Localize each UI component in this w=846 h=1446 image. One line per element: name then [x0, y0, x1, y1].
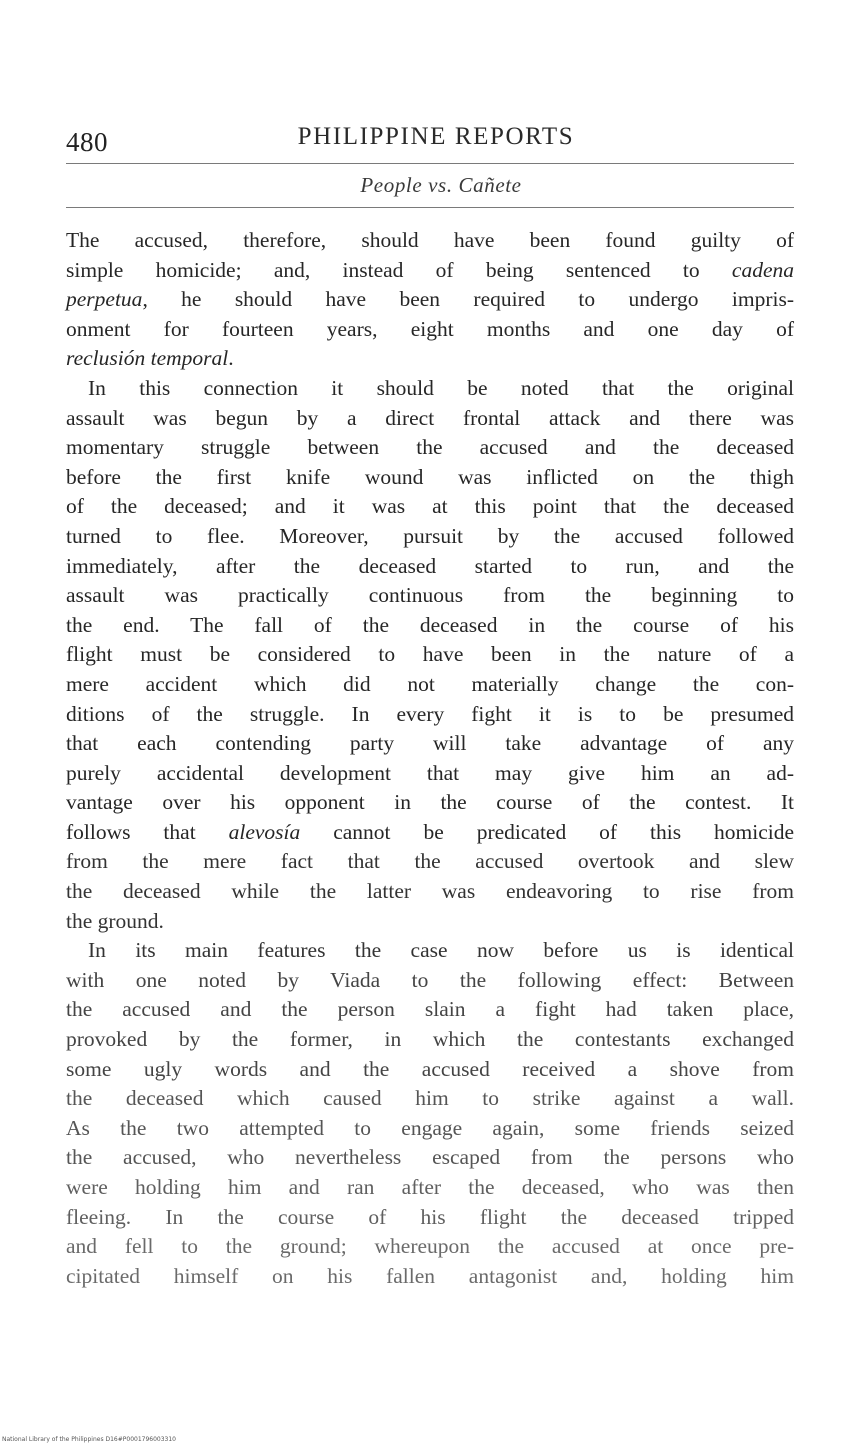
text-run: cannot be predicated of this homicide — [300, 819, 795, 844]
text-line — [66, 226, 794, 256]
text-line — [66, 995, 794, 1025]
text-run: immediately, after the deceased started to run, and the — [66, 553, 794, 578]
text-run: before the first knife wound was inflicted on the thigh — [66, 464, 794, 489]
header-rule-bottom — [66, 207, 794, 208]
text-run: were holding him and ran after the deceased, who was then — [66, 1175, 794, 1199]
text-run: ditions of the struggle. In every fight it is to be presumed — [66, 701, 794, 726]
text-line — [66, 492, 794, 522]
text-run: purely accidental development that may give him an ad- — [66, 760, 794, 785]
text-line — [66, 463, 794, 493]
text-run: the deceased which caused him to strike against a wall. — [66, 1086, 794, 1111]
text-line — [66, 759, 794, 789]
text-line — [66, 907, 794, 937]
body-text — [66, 226, 794, 1291]
text-run: the end. The fall of the deceased in the course of his — [66, 612, 794, 637]
running-title: PHILIPPINE REPORTS — [297, 123, 575, 150]
text-run: the accused, who nevertheless escaped from the persons who — [66, 1145, 794, 1170]
text-run: mere accident which did not materially change the con- — [66, 671, 794, 696]
text-line — [66, 729, 794, 759]
text-line — [66, 818, 794, 848]
header-rule-top — [66, 163, 794, 164]
text-run: In its main features the case now before us is identical — [88, 938, 794, 963]
text-line — [66, 1173, 794, 1203]
text-line — [66, 936, 794, 966]
text-line — [66, 670, 794, 700]
italic-text: alevosía — [228, 819, 301, 844]
text-line — [66, 404, 794, 434]
text-run: follows that — [66, 819, 229, 844]
text-line — [66, 1232, 794, 1262]
text-run: As the two attempted to engage again, some friends seized — [66, 1115, 794, 1140]
text-run: of the deceased; and it was at this point that the deceased — [66, 494, 794, 519]
text-run: the accused and the person slain a fight had taken place, — [66, 997, 794, 1022]
text-line — [66, 611, 794, 641]
text-line — [66, 374, 794, 404]
text-line — [66, 640, 794, 670]
italic-text: cadena — [731, 257, 794, 282]
text-run: that each contending party will take advantage of any — [66, 731, 794, 756]
text-run: from the mere fact that the accused overtook and slew — [66, 849, 794, 874]
text-run: flight must be considered to have been in the nature of a — [66, 642, 794, 667]
text-run: vantage over his opponent in the course of the contest. It — [66, 790, 794, 815]
italic-text: reclusión temporal — [66, 346, 229, 371]
text-run: and fell to the ground; whereupon the accused at once pre- — [66, 1234, 794, 1259]
text-run: cipitated himself on his fallen antagonist and, holding him — [66, 1263, 794, 1288]
text-line — [66, 1262, 794, 1292]
text-line — [66, 285, 794, 315]
text-line — [66, 1114, 794, 1144]
text-run: the deceased while the latter was endeavoring to rise from — [66, 879, 794, 904]
text-run: . — [228, 346, 234, 371]
text-run: provoked by the former, in which the contestants exchanged — [66, 1027, 794, 1052]
text-line — [66, 877, 794, 907]
library-stamp: National Library of the Philippines D16#P0001796003310 — [2, 1436, 176, 1443]
text-line — [66, 1025, 794, 1055]
text-run: fleeing. In the course of his flight the deceased tripped — [66, 1204, 794, 1229]
text-run: In this connection it should be noted that the original — [88, 375, 794, 400]
text-run: , he should have been required to undergo impris- — [142, 287, 794, 312]
text-line — [66, 1143, 794, 1173]
text-line — [66, 552, 794, 582]
text-line — [66, 1203, 794, 1233]
text-line — [66, 700, 794, 730]
page-number: 480 — [66, 127, 108, 157]
text-run: assault was practically continuous from the beginning to — [66, 583, 794, 608]
text-line — [66, 788, 794, 818]
text-line — [66, 256, 794, 286]
text-line — [66, 966, 794, 996]
case-caption: People vs. Cañete — [360, 173, 522, 197]
text-line — [66, 522, 794, 552]
text-run: simple homicide; and, instead of being sentenced to — [66, 257, 732, 282]
text-line — [66, 344, 794, 374]
text-line — [66, 1084, 794, 1114]
text-run: The accused, therefore, should have been found guilty of — [66, 228, 794, 252]
italic-text: perpetua — [66, 287, 143, 312]
text-run: turned to flee. Moreover, pursuit by the accused followed — [66, 523, 794, 548]
text-line — [66, 433, 794, 463]
text-line — [66, 847, 794, 877]
text-line — [66, 581, 794, 611]
text-line — [66, 315, 794, 345]
text-run: onment for fourteen years, eight months and one day of — [66, 316, 794, 341]
text-run: with one noted by Viada to the following effect: Between — [66, 967, 794, 992]
text-run: some ugly words and the accused received a shove from — [66, 1056, 794, 1081]
text-run: momentary struggle between the accused and the deceased — [66, 435, 794, 460]
text-line — [66, 1055, 794, 1085]
text-run: the ground. — [66, 908, 164, 933]
text-run: assault was begun by a direct frontal attack and there was — [66, 405, 794, 430]
